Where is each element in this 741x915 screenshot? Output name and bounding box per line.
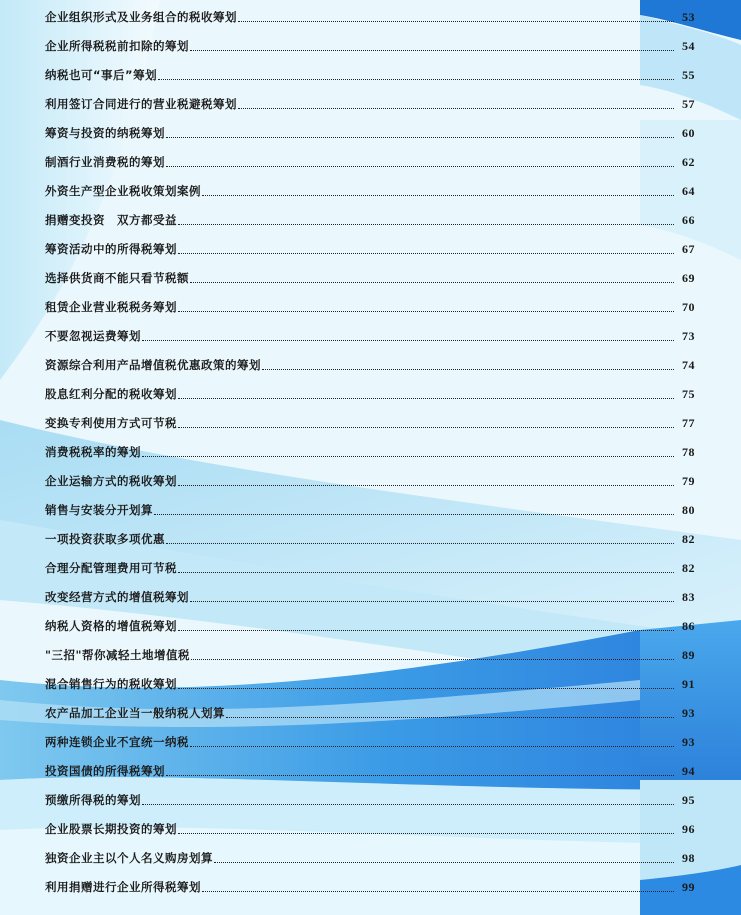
toc-leader-dots (166, 775, 674, 776)
toc-entry[interactable] (45, 467, 695, 489)
toc-leader-dots (178, 833, 674, 834)
toc-page-number: 64 (682, 184, 695, 198)
toc-leader-dots (191, 659, 674, 660)
toc-entry[interactable] (45, 641, 695, 663)
toc-page-number: 95 (682, 793, 695, 807)
toc-leader-dots (166, 137, 674, 138)
toc-page-number: 91 (682, 677, 695, 691)
toc-leader-dots (178, 630, 674, 631)
toc-leader-dots (154, 514, 674, 515)
toc-leader-dots (202, 891, 674, 892)
toc-entry[interactable] (45, 177, 695, 199)
toc-page-number: 77 (682, 416, 695, 430)
toc-page-number: 94 (682, 764, 695, 778)
toc-entry[interactable] (45, 873, 695, 895)
toc-page-number: 98 (682, 851, 695, 865)
toc-entry-title: "三招"帮你减轻土地增值税 (45, 648, 190, 662)
toc-entry-title: 选择供货商不能只看节税额 (45, 271, 189, 285)
toc-entry-title: 企业所得税税前扣除的筹划 (45, 39, 189, 53)
toc-page-number: 74 (682, 358, 695, 372)
toc-entry[interactable] (45, 32, 695, 54)
toc-entry-title: 利用捐赠进行企业所得税筹划 (45, 880, 201, 894)
toc-entry[interactable] (45, 438, 695, 460)
toc-entry-title: 租赁企业营业税税务筹划 (45, 300, 177, 314)
toc-page-number: 69 (682, 271, 695, 285)
toc-entry-title: 预缴所得税的筹划 (45, 793, 141, 807)
toc-entry-title: 纳税也可“事后”筹划 (45, 68, 158, 82)
toc-page-number: 82 (682, 532, 695, 546)
toc-page-number: 89 (682, 648, 695, 662)
toc-page-number: 96 (682, 822, 695, 836)
toc-entry[interactable] (45, 148, 695, 170)
toc-leader-dots (178, 311, 674, 312)
toc-page-number: 60 (682, 126, 695, 140)
toc-leader-dots (178, 427, 674, 428)
toc-entry[interactable] (45, 351, 695, 373)
toc-leader-dots (178, 485, 674, 486)
toc-entry[interactable] (45, 380, 695, 402)
toc-leader-dots (190, 601, 674, 602)
toc-leader-dots (142, 804, 674, 805)
toc-entry-title: 外资生产型企业税收策划案例 (45, 184, 201, 198)
toc-entry[interactable] (45, 322, 695, 344)
toc-entry-title: 企业组织形式及业务组合的税收筹划 (45, 10, 237, 24)
toc-entry-title: 消费税税率的筹划 (45, 445, 141, 459)
toc-entry-title: 投资国债的所得税筹划 (45, 764, 165, 778)
toc-page-number: 62 (682, 155, 695, 169)
toc-entry[interactable] (45, 496, 695, 518)
toc-leader-dots (142, 456, 674, 457)
toc-entry-title: 农产品加工企业当一般纳税人划算 (45, 706, 225, 720)
toc-leader-dots (178, 253, 674, 254)
toc-entry-title: 纳税人资格的增值税筹划 (45, 619, 177, 633)
toc-entry-title: 制酒行业消费税的筹划 (45, 155, 165, 169)
toc-leader-dots (178, 224, 674, 225)
toc-entry[interactable] (45, 583, 695, 605)
toc-leader-dots (190, 746, 674, 747)
toc-entry-title: 捐赠变投资 双方都受益 (45, 213, 177, 227)
toc-entry-title: 利用签订合同进行的营业税避税筹划 (45, 97, 237, 111)
toc-entry-title: 企业股票长期投资的筹划 (45, 822, 177, 836)
toc-leader-dots (214, 862, 674, 863)
toc-page-number: 83 (682, 590, 695, 604)
toc-entry-title: 资源综合利用产品增值税优惠政策的筹划 (45, 358, 261, 372)
toc-entry[interactable] (45, 699, 695, 721)
toc-entry-title: 合理分配管理费用可节税 (45, 561, 177, 575)
toc-entry-title: 一项投资获取多项优惠 (45, 532, 165, 546)
toc-entry[interactable] (45, 3, 695, 25)
toc-entry[interactable] (45, 206, 695, 228)
toc-leader-dots (190, 50, 674, 51)
toc-leader-dots (238, 108, 674, 109)
toc-entry[interactable] (45, 119, 695, 141)
toc-leader-dots (178, 688, 674, 689)
toc-page-number: 86 (682, 619, 695, 633)
toc-leader-dots (142, 340, 674, 341)
toc-entry[interactable] (45, 815, 695, 837)
toc-page-number: 70 (682, 300, 695, 314)
toc-leader-dots (166, 166, 674, 167)
toc-page-number: 73 (682, 329, 695, 343)
toc-entry[interactable] (45, 757, 695, 779)
toc-entry-title: 企业运输方式的税收筹划 (45, 474, 177, 488)
toc-page-number: 54 (682, 39, 695, 53)
toc-entry-title: 销售与安装分开划算 (45, 503, 153, 517)
toc-page-number: 80 (682, 503, 695, 517)
toc-entry-title: 股息红利分配的税收筹划 (45, 387, 177, 401)
toc-entry[interactable] (45, 844, 695, 866)
toc-entry[interactable] (45, 409, 695, 431)
toc-page-number: 93 (682, 735, 695, 749)
toc-entry[interactable] (45, 264, 695, 286)
toc-entry-title: 筹资活动中的所得税筹划 (45, 242, 177, 256)
toc-page-number: 55 (682, 68, 695, 82)
toc-leader-dots (226, 717, 674, 718)
toc-entry[interactable] (45, 293, 695, 315)
toc-entry[interactable] (45, 728, 695, 750)
toc-page-number: 67 (682, 242, 695, 256)
toc-page-number: 93 (682, 706, 695, 720)
toc-leader-dots (166, 543, 674, 544)
toc-leader-dots (158, 79, 674, 80)
toc-entry-title: 筹资与投资的纳税筹划 (45, 126, 165, 140)
toc-entry-title: 改变经营方式的增值税筹划 (45, 590, 189, 604)
toc-page-number: 57 (682, 97, 695, 111)
toc-entry[interactable] (45, 554, 695, 576)
toc-page-number: 78 (682, 445, 695, 459)
toc-entry-title: 混合销售行为的税收筹划 (45, 677, 177, 691)
toc-leader-dots (238, 21, 674, 22)
toc-leader-dots (190, 282, 674, 283)
toc-entry-title: 不要忽视运费筹划 (45, 329, 141, 343)
toc-entry[interactable] (45, 525, 695, 547)
toc-page-number: 66 (682, 213, 695, 227)
toc-entry-title: 变换专利使用方式可节税 (45, 416, 177, 430)
toc-entry[interactable] (45, 61, 695, 83)
toc-page-number: 75 (682, 387, 695, 401)
toc-entry-title: 独资企业主以个人名义购房划算 (45, 851, 213, 865)
toc-leader-dots (178, 572, 674, 573)
toc-leader-dots (262, 369, 674, 370)
toc-entry[interactable] (45, 786, 695, 808)
toc-entry[interactable] (45, 612, 695, 634)
toc-page-number: 99 (682, 880, 695, 894)
toc-entry[interactable] (45, 90, 695, 112)
toc-leader-dots (178, 398, 674, 399)
toc-leader-dots (202, 195, 674, 196)
toc-entry-title: 两种连锁企业不宜统一纳税 (45, 735, 189, 749)
toc-page-number: 82 (682, 561, 695, 575)
toc-entry[interactable] (45, 670, 695, 692)
toc-entry[interactable] (45, 235, 695, 257)
toc-page-number: 79 (682, 474, 695, 488)
toc-page-number: 53 (682, 10, 695, 24)
